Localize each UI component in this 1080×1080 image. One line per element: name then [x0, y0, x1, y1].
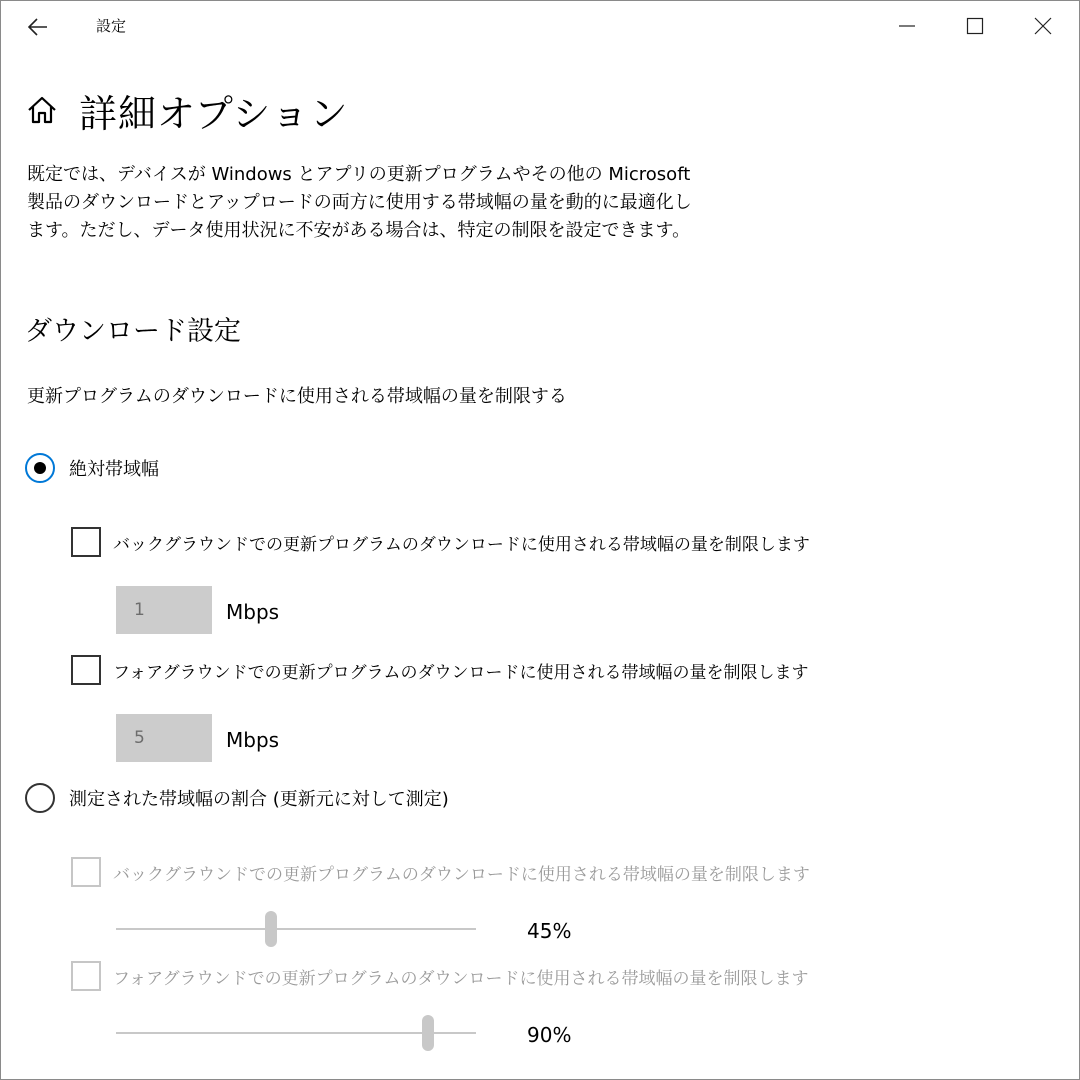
radio-label: 測定された帯域幅の割合 (更新元に対して測定)	[69, 789, 449, 810]
background-percentage-slider[interactable]	[116, 911, 476, 947]
foreground-percentage-slider[interactable]	[116, 1015, 476, 1051]
radio-label: 絶対帯域幅	[69, 459, 159, 480]
checkbox[interactable]	[71, 961, 101, 991]
checkbox-foreground-percentage[interactable]	[71, 961, 808, 991]
foreground-unit-label: Mbps	[226, 728, 280, 752]
checkbox[interactable]	[71, 655, 101, 685]
foreground-percentage-value: 90%	[527, 1023, 572, 1047]
radio-button[interactable]	[25, 783, 55, 813]
radio-button[interactable]	[25, 453, 55, 483]
checkbox-background-percentage[interactable]	[71, 857, 810, 887]
radio-absolute-bandwidth[interactable]	[25, 453, 159, 483]
slider-thumb[interactable]	[265, 911, 277, 947]
checkbox-background-absolute[interactable]	[71, 527, 810, 557]
back-arrow-icon	[28, 18, 48, 36]
close-icon	[1034, 17, 1052, 35]
title-bar	[1, 1, 1079, 51]
minimize-button[interactable]	[873, 1, 941, 51]
page-title: 詳細オプション	[79, 92, 349, 136]
checkbox[interactable]	[71, 857, 101, 887]
page-description: 既定では、デバイスが Windows とアプリの更新プログラムやその他の Microsoft 製品のダウンロードとアップロードの両方に使用する帯域幅の量を動的に最適化します。ただし、データ使用状況に不安がある場合は、特定の制限を設定できます。	[27, 164, 692, 241]
maximize-button[interactable]	[941, 1, 1009, 51]
app-title: 設定	[96, 17, 127, 35]
background-unit-label: Mbps	[226, 600, 280, 624]
checkbox-foreground-absolute[interactable]	[71, 655, 808, 685]
minimize-icon	[898, 17, 916, 35]
background-mbps-input[interactable]	[116, 586, 212, 634]
checkbox[interactable]	[71, 527, 101, 557]
maximize-icon	[966, 17, 984, 35]
background-percentage-value: 45%	[527, 919, 572, 943]
checkbox-label: フォアグラウンドでの更新プログラムのダウンロードに使用される帯域幅の量を制限します	[113, 662, 809, 683]
download-settings-heading: ダウンロード設定	[25, 316, 241, 347]
slider-thumb[interactable]	[422, 1015, 434, 1051]
checkbox-label: バックグラウンドでの更新プログラムのダウンロードに使用される帯域幅の量を制限します	[113, 534, 810, 555]
back-button[interactable]	[15, 7, 61, 47]
close-button[interactable]	[1009, 1, 1077, 51]
checkbox-label: バックグラウンドでの更新プログラムのダウンロードに使用される帯域幅の量を制限します	[113, 864, 810, 885]
home-icon[interactable]	[25, 93, 59, 127]
slider-track	[116, 928, 476, 930]
checkbox-label: フォアグラウンドでの更新プログラムのダウンロードに使用される帯域幅の量を制限します	[113, 968, 809, 989]
foreground-mbps-input[interactable]	[116, 714, 212, 762]
radio-measured-percentage[interactable]	[25, 783, 449, 813]
limit-bandwidth-label: 更新プログラムのダウンロードに使用される帯域幅の量を制限する	[27, 386, 567, 407]
